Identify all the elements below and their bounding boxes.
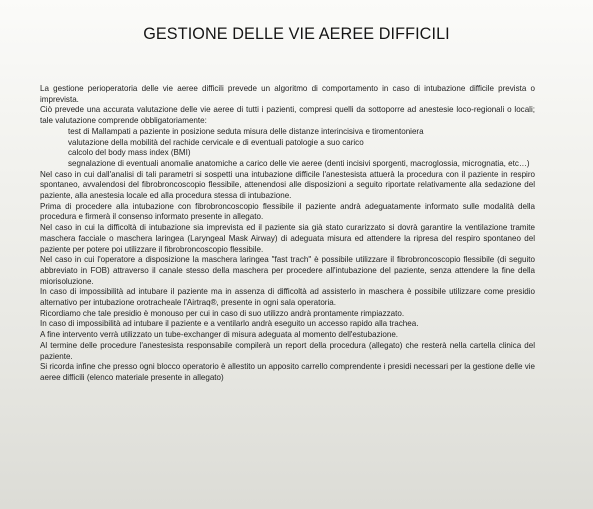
assessment-item: test di Mallampati a paziente in posizione seduta misura delle distanze interincisiva e tiromentoniera [68, 126, 424, 136]
assessment-item: calcolo del body mass index (BMI) [68, 148, 191, 158]
body-paragraph: Prima di procedere alla intubazione con fibrobroncoscopio flessibile il paziente andrà adeguatamente informato sulle modalità della procedura e firmerà il consenso informato presente in allegato. [40, 201, 535, 222]
body-paragraph: A fine intervento verrà utilizzato un tube-exchanger di misura adeguata al momento dell'estubazione. [40, 330, 399, 340]
body-paragraph: Nel caso in cui la difficoltà di intubazione sia imprevista ed il paziente sia già stato curarizzato si dovrà garantire la ventilazione tramite maschera facciale o maschera laringea (Laryngeal Mask Airway) di adeguata misura ed attendere la ripresa del respiro spontaneo del paziente per potere poi utilizzare il fibrobroncoscopio flessibile. [40, 223, 535, 254]
assessment-list [40, 127, 535, 170]
body-paragraph: Nel caso in cui dall'analisi di tali parametri si sospetti una intubazione difficile l'anestesista attuerà la procedura con il paziente in respiro spontaneo, avvalendosi del fibrobroncoscopio flessibile, attenendosi alle disposizioni a seguito riportate relativamente alla sedazione del paziente, alla anestesia locale ed alla procedura stessa di intubazione. [40, 169, 535, 201]
intro-paragraph: La gestione perioperatoria delle vie aeree difficili prevede un algoritmo di comportamento in caso di intubazione difficile prevista o imprevista. [40, 84, 535, 104]
assessment-item: segnalazione di eventuali anomalie anatomiche a carico delle vie aeree (denti incisivi sporgenti, macroglossia, micrognatia, etc…) [68, 158, 530, 168]
body-paragraph: Al termine delle procedure l'anestesista responsabile compilerà un report della procedura (allegato) che resterà nella cartella clinica del paziente. [40, 340, 535, 361]
intro-paragraph: Ciò prevede una accurata valutazione delle vie aeree di tutti i pazienti, compresi quelli da sottoporre ad anestesie loco-regionali o locali; tale valutazione comprende obbligatoriamente: [40, 105, 535, 126]
body-paragraph: Si ricorda infine che presso ogni blocco operatorio è allestito un apposito carrello comprendente i presidi necessari per la gestione delle vie aeree difficili (elenco materiale presente in allegato) [40, 362, 535, 382]
body-paragraph: In caso di impossibilità ad intubare il paziente ma in assenza di difficoltà ad assisterlo in maschera è possibile utilizzare come presidio alternativo per intubazione orotracheale l'Airtraq®, presente in ogni sala operatoria. [40, 287, 535, 308]
body-paragraph: Nel caso in cui l'operatore a disposizione la maschera laringea "fast trach" è possibile utilizzare il fibrobroncoscopio flessibile (di seguito abbreviato in FOB) attraverso il canale stesso della maschera per procedere all'intubazione del paziente, senza attendere la fine della miorisoluzione. [40, 255, 535, 286]
body-paragraph: In caso di impossibilità ad intubare il paziente e a ventilarlo andrà eseguito un accesso rapido alla trachea. [40, 319, 419, 329]
assessment-item: valutazione della mobilità del rachide cervicale e di eventuali patologie a suo carico [68, 137, 364, 147]
page-title: GESTIONE DELLE VIE AEREE DIFFICILI [143, 25, 450, 43]
document-body [40, 84, 535, 384]
body-paragraph: Ricordiamo che tale presidio è monouso per cui in caso di suo utilizzo andrà prontamente rimpiazzato. [40, 308, 405, 318]
